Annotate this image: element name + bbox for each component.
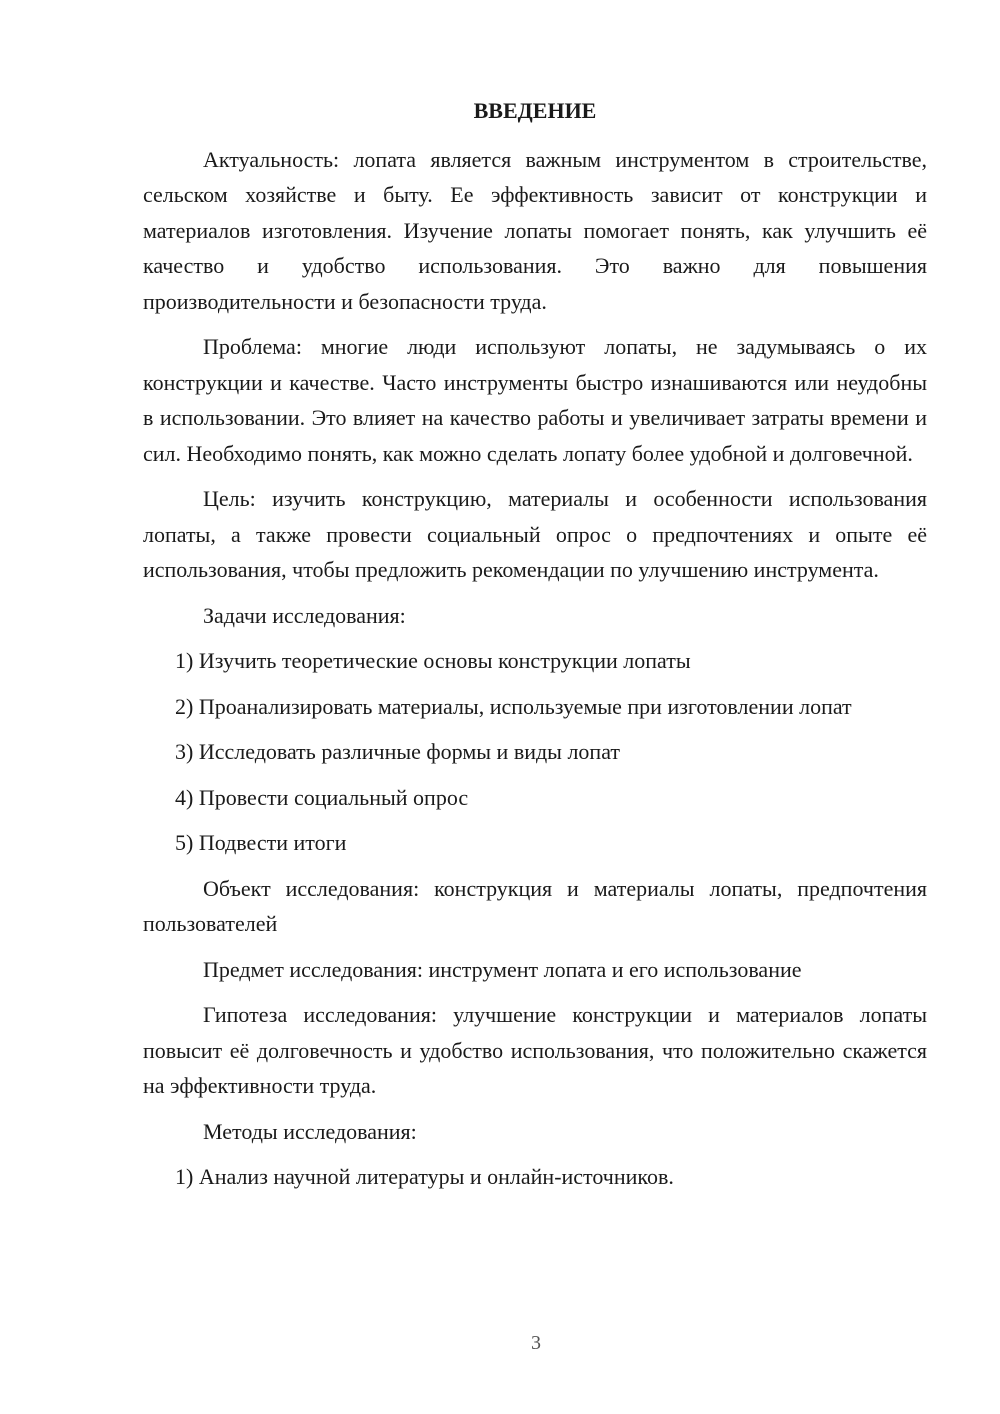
page-title: ВВЕДЕНИЕ — [473, 98, 597, 123]
task-item: 2) Проанализировать материалы, используемые при изготовлении лопат — [175, 693, 852, 719]
subject-paragraph: Предмет исследования: инструмент лопата и его использование — [203, 956, 802, 982]
method-item: 1) Анализ научной литературы и онлайн-источников. — [175, 1164, 674, 1189]
task-item: 4) Провести социальный опрос — [175, 784, 469, 810]
page-content — [143, 93, 927, 1205]
page-number: 3 — [531, 1332, 541, 1354]
goal-paragraph: Цель: изучить конструкцию, материалы и особенности использования лопаты, а также провести социальный опрос о предпочтениях и опыте её использования, чтобы предложить рекомендации по улучшению инструмента. — [143, 486, 927, 582]
tasks-heading: Задачи исследования: — [203, 602, 406, 628]
hypothesis-paragraph: Гипотеза исследования: улучшение конструкции и материалов лопаты повысит её долговечность и удобство использования, что положительно скажется на эффективности труда. — [143, 1002, 927, 1098]
task-item: 1) Изучить теоретические основы конструкции лопаты — [175, 648, 691, 673]
task-item: 5) Подвести итоги — [175, 830, 347, 855]
task-item: 3) Исследовать различные формы и виды лопат — [175, 739, 621, 764]
object-paragraph: Объект исследования: конструкция и материалы лопаты, предпочтения пользователей — [143, 875, 927, 936]
relevance-paragraph: Актуальность: лопата является важным инструментом в строительстве, сельском хозяйстве и быту. Ее эффективность зависит от конструкции и материалов изготовления. Изучение лопаты помогает понять, как улучшить её качество и удобство использования. Это важно для повышения производительности и безопасности труда. — [143, 146, 927, 314]
methods-heading: Методы исследования: — [203, 1118, 417, 1144]
problem-paragraph: Проблема: многие люди используют лопаты, не задумываясь о их конструкции и качестве. Часто инструменты быстро изнашиваются или неудобны в использовании. Это влияет на качество работы и увеличивает затраты времени и сил. Необходимо понять, как можно сделать лопату более удобной и долговечной. — [143, 334, 927, 466]
